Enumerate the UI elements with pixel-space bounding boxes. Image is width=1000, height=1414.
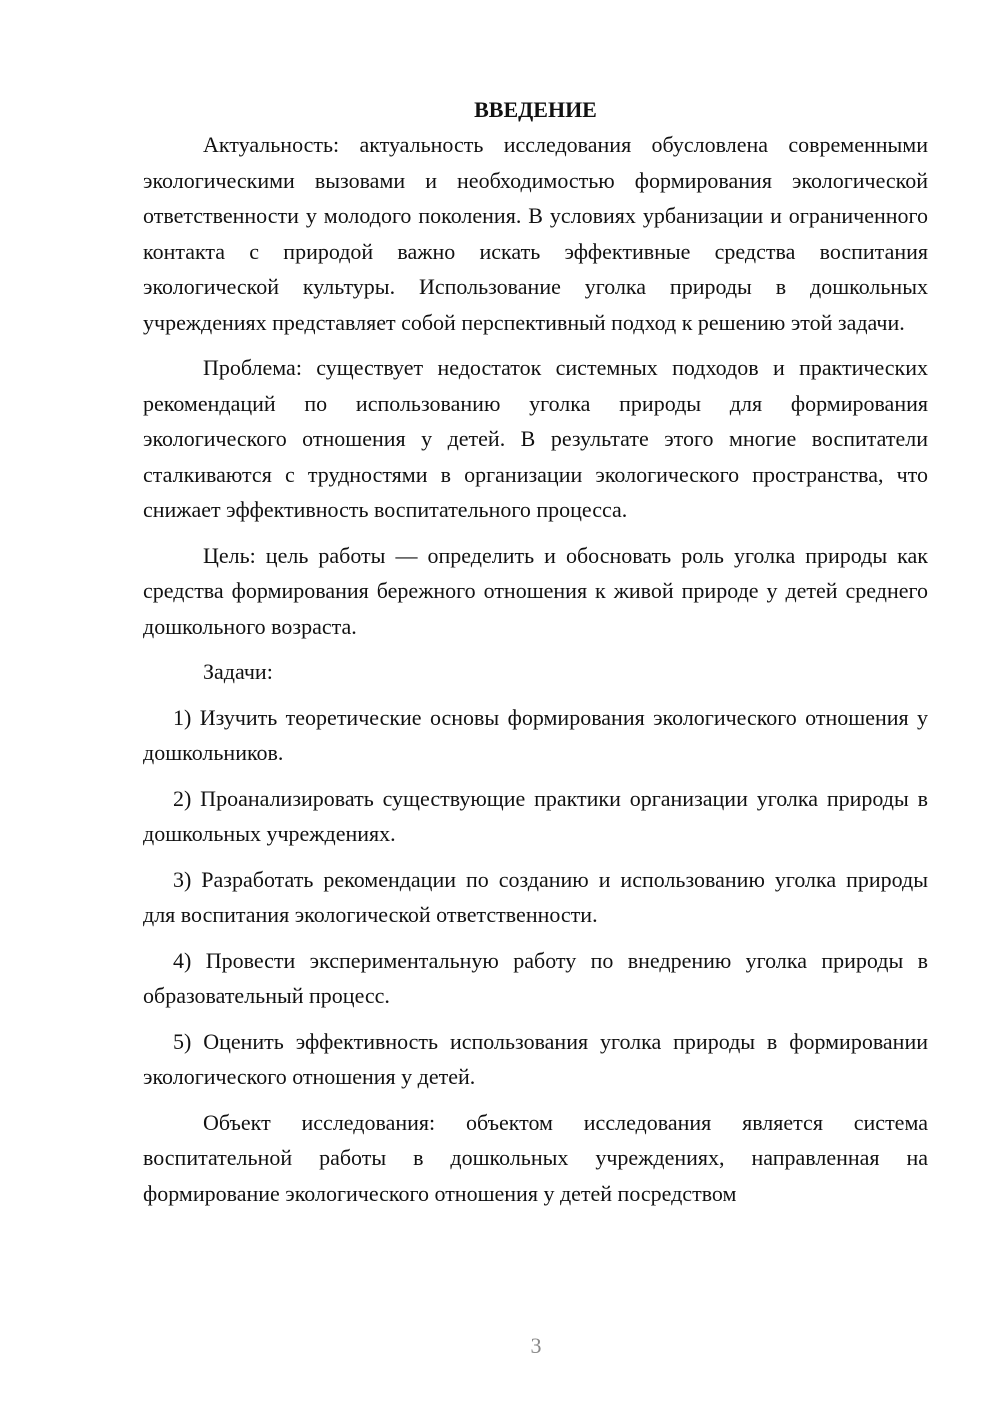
page-number: 3 <box>530 1333 542 1358</box>
paragraph-object: Объект исследования: объектом исследования является система воспитательной работы в дошкольных учреждениях, направленная на формирование экологического отношения у детей посредством <box>143 1109 928 1206</box>
task-item-2: 2) Проанализировать существующие практики организации уголка природы в дошкольных учреждениях. <box>143 785 928 846</box>
task-item-5: 5) Оценить эффективность использования уголка природы в формировании экологического отношения у детей. <box>143 1028 928 1089</box>
document-page <box>143 92 928 1211</box>
paragraph-tasks-heading: Задачи: <box>203 659 273 684</box>
paragraph-relevance: Актуальность: актуальность исследования обусловлена современными экологическими вызовами и необходимостью формирования экологической ответственности у молодого поколения. В условиях урбанизации и ограниченного контакта с природой важно искать эффективные средства воспитания экологической культуры. Использование уголка природы в дошкольных учреждениях представляет собой перспективный подход к решению этой задачи. <box>143 132 928 335</box>
task-item-1: 1) Изучить теоретические основы формирования экологического отношения у дошкольников. <box>143 704 928 765</box>
task-item-4: 4) Провести экспериментальную работу по внедрению уголка природы в образовательный процесс. <box>143 947 928 1008</box>
task-item-3: 3) Разработать рекомендации по созданию и использованию уголка природы для воспитания экологической ответственности. <box>143 866 928 927</box>
paragraph-goal: Цель: цель работы — определить и обосновать роль уголка природы как средства формирования бережного отношения к живой природе у детей среднего дошкольного возраста. <box>143 542 928 639</box>
paragraph-problem: Проблема: существует недостаток системных подходов и практических рекомендаций по использованию уголка природы для формирования экологического отношения у детей. В результате этого многие воспитатели сталкиваются с трудностями в организации экологического пространства, что снижает эффективность воспитательного процесса. <box>143 355 928 522</box>
section-heading: ВВЕДЕНИЕ <box>474 97 597 122</box>
